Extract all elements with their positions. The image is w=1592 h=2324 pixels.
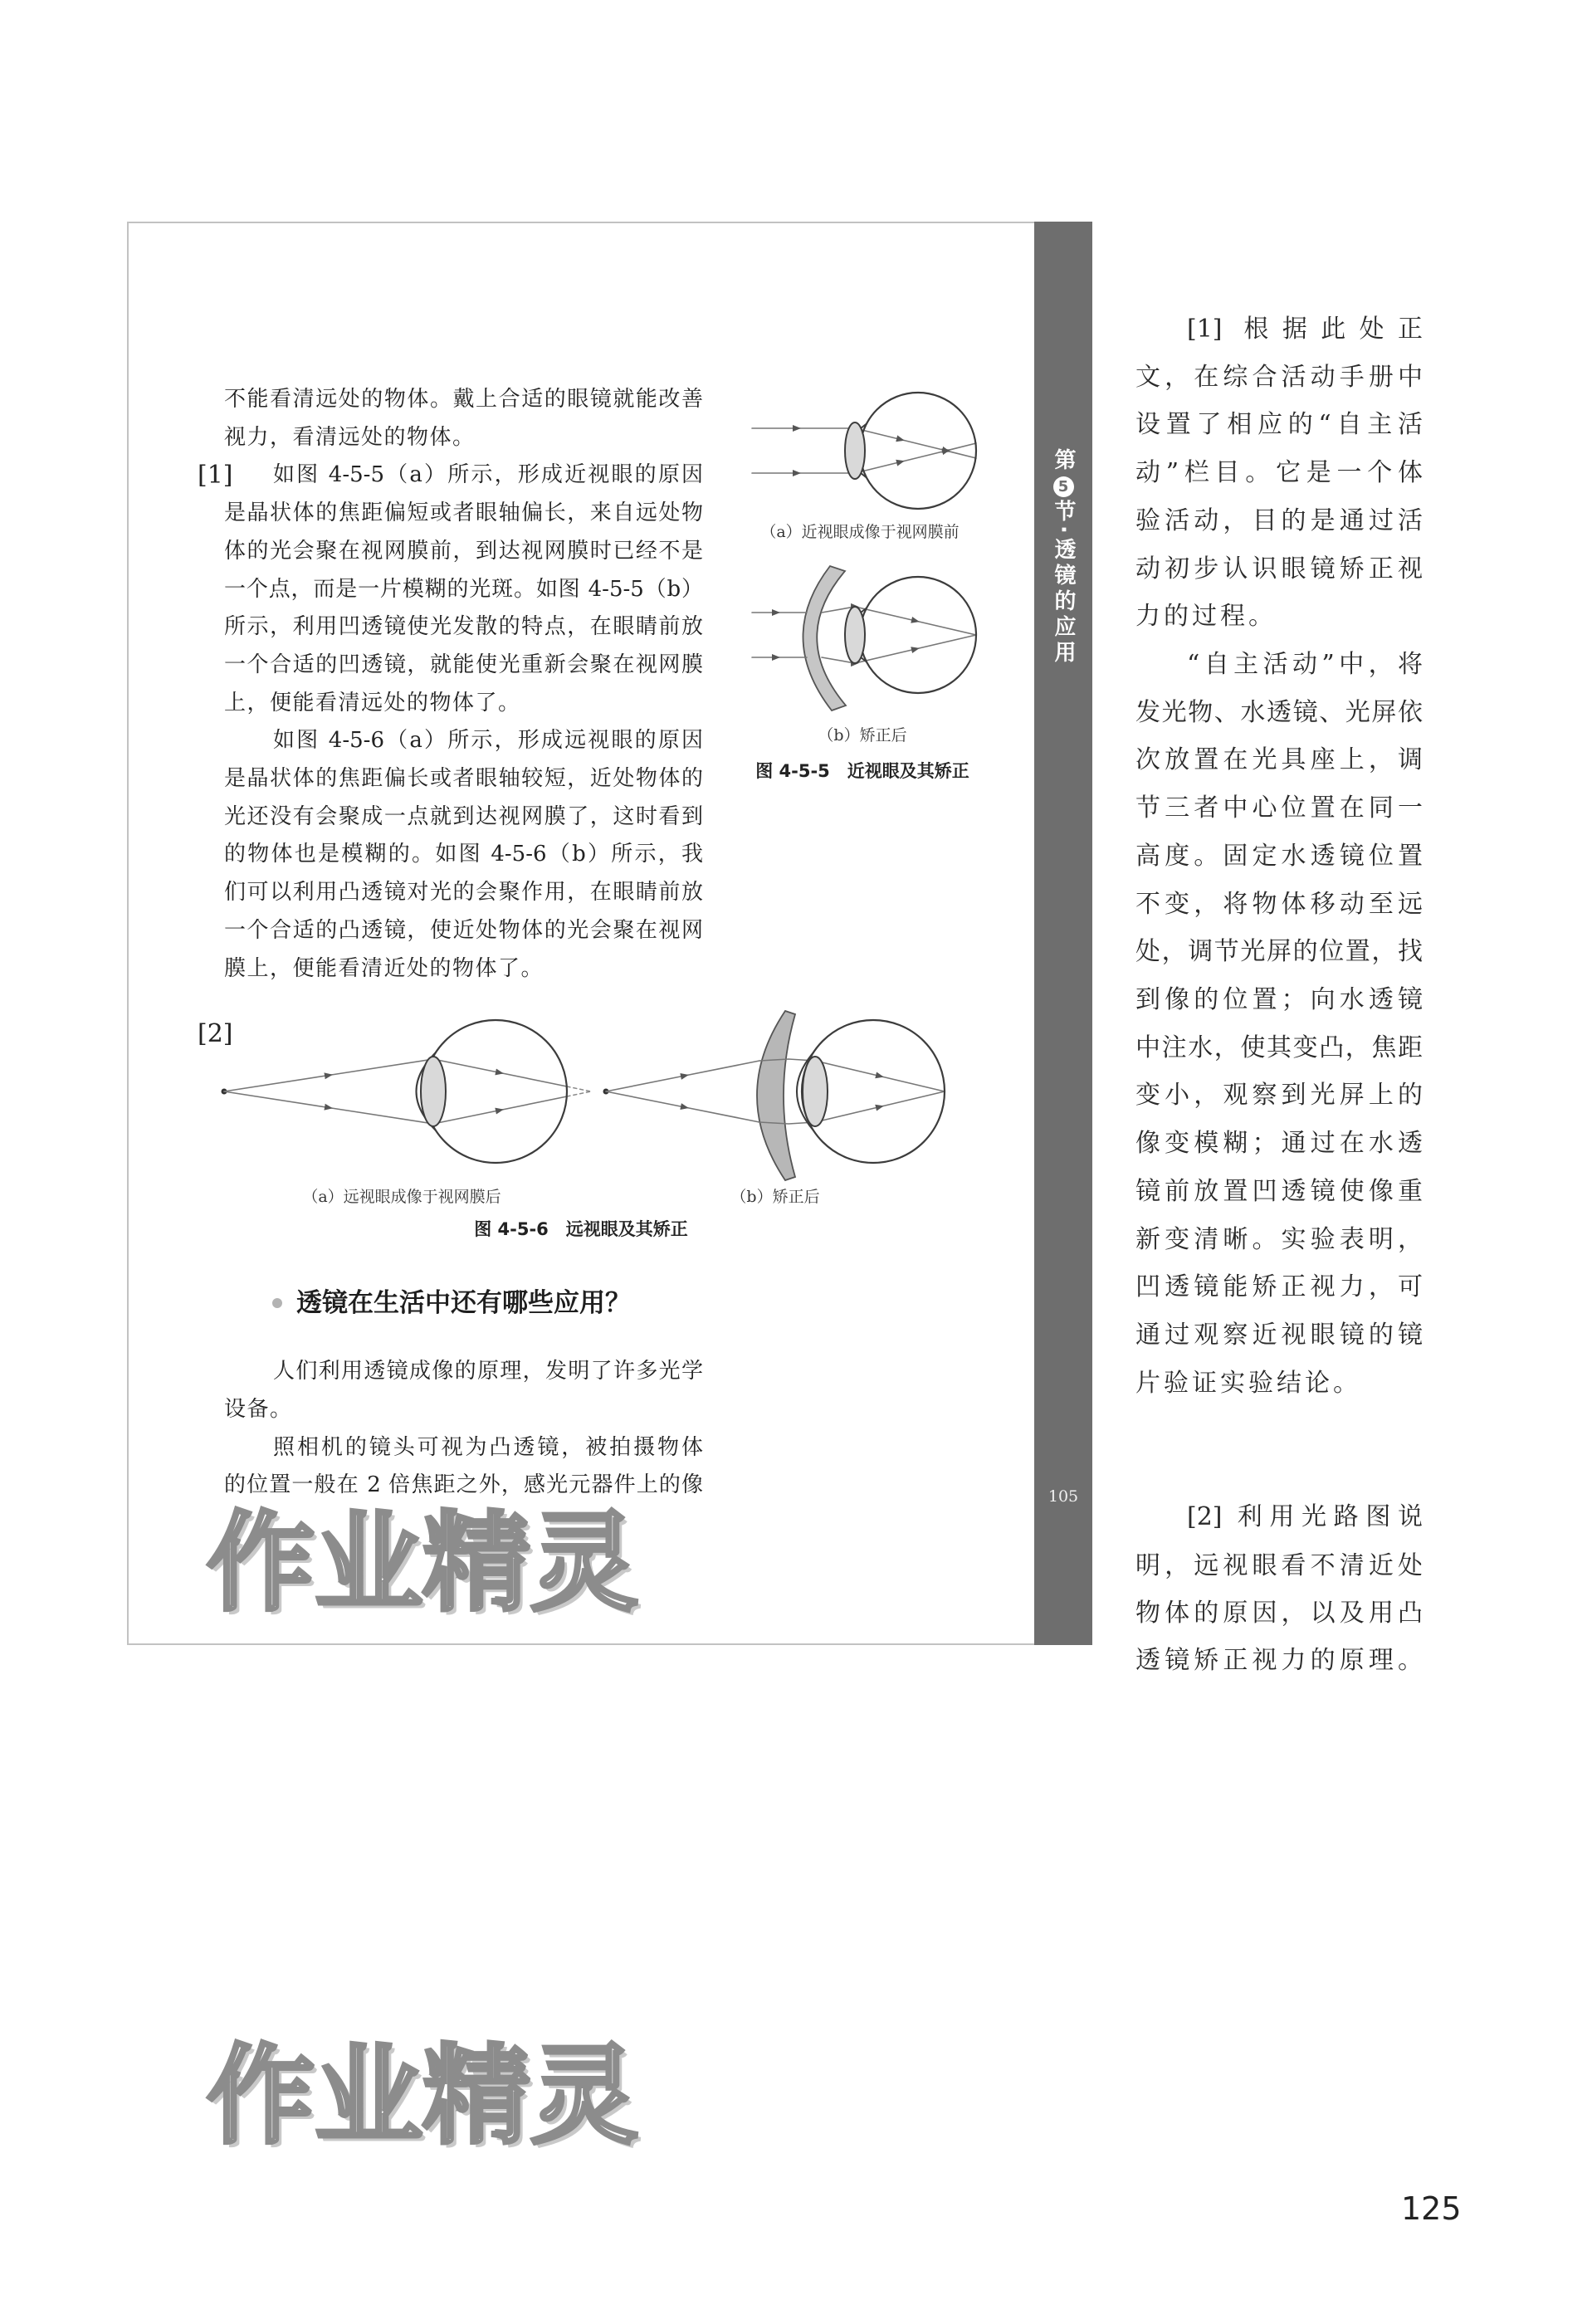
annotation-line: 中注水，使其变凸，焦距 — [1135, 1033, 1423, 1062]
convex-lens — [757, 1011, 795, 1180]
body-line: 是晶状体的焦距偏长或者眼轴较短，近处物体的 — [224, 766, 703, 791]
annotation-line: 发光物、水透镜、光屏依 — [1135, 698, 1423, 727]
body-line: 上，便能看清远处的物体了。 — [224, 691, 521, 715]
light-ray — [815, 1091, 945, 1122]
figure-4-5-6a-diagram — [222, 1020, 592, 1163]
annotation-line: [2] 利用光路图说 — [1187, 1502, 1423, 1531]
body-line: 一个合适的凹透镜，就能使光重新会聚在视网膜 — [224, 652, 703, 677]
figure-4-5-5a-caption: （a）近视眼成像于视网膜前 — [760, 523, 960, 541]
page-number: 125 — [1401, 2190, 1462, 2227]
body-line: 一个合适的凸透镜，使近处物体的光会聚在视网 — [224, 918, 703, 943]
annotation-line: 片验证实验结论。 — [1135, 1369, 1361, 1398]
crystalline-lens — [421, 1057, 446, 1126]
light-ray — [606, 1061, 759, 1091]
section-line: 设备。 — [224, 1397, 293, 1422]
annotation-line: 明，远视眼看不清近处 — [1135, 1551, 1423, 1580]
note-marker-2: [2] — [198, 1019, 233, 1048]
annotation-line: 物体的原因，以及用凸 — [1135, 1599, 1423, 1628]
section-heading: 透镜在生活中还有哪些应用？ — [296, 1288, 631, 1318]
annotation-line: 次放置在光具座上，调 — [1135, 745, 1423, 774]
chapter-suffix: 节 — [1051, 500, 1076, 525]
chapter-separator: · — [1051, 525, 1076, 538]
chapter-prefix: 第 — [1051, 448, 1076, 474]
body-line: 光还没有会聚成一点就到达视网膜了，这时看到 — [224, 804, 703, 829]
textbook-page-number: 105 — [1047, 1487, 1079, 1506]
annotation-line: 验活动，目的是通过活 — [1135, 506, 1423, 535]
body-line: 视力，看清远处的物体。 — [224, 425, 476, 450]
annotation-line: 镜前放置凹透镜使像重 — [1135, 1177, 1423, 1206]
section-line: 的位置一般在 2 倍焦距之外，感光元器件上的像 — [224, 1472, 703, 1497]
body-line: 所示，利用凹透镜使光发散的特点，在眼睛前放 — [224, 614, 703, 639]
figure-4-5-6-title: 图 4-5-6 远视眼及其矫正 — [474, 1219, 688, 1239]
light-ray — [433, 1096, 567, 1124]
body-line: 一个点，而是一片模糊的光斑。如图 4-5-5（b） — [224, 577, 703, 602]
figure-4-5-5a-diagram — [752, 393, 976, 509]
annotation-line: 设置了相应的“自主活 — [1135, 410, 1423, 439]
body-line: 如图 4-5-5（a）所示，形成近视眼的原因 — [273, 462, 703, 487]
annotation-line: 到像的位置；向水透镜 — [1135, 985, 1423, 1014]
body-line: 不能看清远处的物体。戴上合适的眼镜就能改善 — [224, 387, 703, 412]
figure-4-5-5b-caption: （b）矫正后 — [818, 726, 907, 745]
body-line: 如图 4-5-6（a）所示，形成远视眼的原因 — [273, 728, 703, 753]
body-line: 是晶状体的焦距偏短或者眼轴偏长，来自远处物 — [224, 500, 703, 525]
annotation-line: 透镜矫正视力的原理。 — [1135, 1646, 1423, 1675]
eyeball-outline — [860, 577, 976, 693]
section-line: 人们利用透镜成像的原理，发明了许多光学 — [273, 1359, 703, 1384]
annotation-line: 像变模糊；通过在水透 — [1135, 1129, 1423, 1158]
note-marker-1: [1] — [198, 461, 233, 490]
section-line: 照相机的镜头可视为凸透镜，被拍摄物体 — [273, 1435, 703, 1460]
figure-4-5-6b-diagram — [603, 1011, 945, 1180]
figure-4-5-6a-caption: （a）远视眼成像于视网膜后 — [302, 1188, 501, 1206]
light-ray — [224, 1059, 433, 1091]
crystalline-lens — [803, 1057, 828, 1126]
annotation-line: “自主活动”中，将 — [1187, 650, 1423, 679]
concave-lens — [803, 566, 846, 710]
annotation-line: 动”栏目。它是一个体 — [1135, 458, 1423, 487]
watermark: 作业精灵 — [207, 1500, 639, 1626]
light-ray — [606, 1091, 759, 1122]
annotation-line: 动初步认识眼镜矫正视 — [1135, 554, 1423, 583]
annotation-line: 高度。固定水透镜位置 — [1135, 842, 1423, 871]
annotation-line: 不变，将物体移动至远 — [1135, 890, 1423, 919]
section-title: 透镜的应用 — [1051, 537, 1076, 666]
light-ray — [224, 1091, 433, 1124]
annotation-line: 力的过程。 — [1135, 602, 1277, 631]
body-line: 的物体也是模糊的。如图 4-5-6（b）所示，我 — [224, 842, 703, 867]
light-ray — [855, 428, 976, 458]
chapter-number-badge: 5 — [1053, 476, 1074, 497]
extended-ray — [567, 1086, 591, 1096]
figure-4-5-5b-diagram — [752, 566, 976, 710]
eyeball-outline — [860, 393, 976, 509]
light-ray — [855, 443, 976, 473]
annotation-line: 处，调节光屏的位置，找 — [1135, 937, 1423, 966]
figure-4-5-6b-caption: （b）矫正后 — [730, 1188, 820, 1206]
watermark: 作业精灵 — [207, 2033, 639, 2159]
crystalline-lens — [845, 607, 865, 663]
body-line: 们可以利用凸透镜对光的会聚作用，在眼睛前放 — [224, 880, 703, 905]
body-line: 膜上，便能看清近处的物体了。 — [224, 956, 545, 981]
crystalline-lens — [845, 422, 865, 479]
annotation-line: 新变清晰。实验表明， — [1135, 1225, 1423, 1254]
light-ray — [815, 1061, 945, 1091]
body-line: 体的光会聚在视网膜前，到达视网膜时已经不是 — [224, 539, 703, 564]
light-ray — [433, 1059, 567, 1086]
annotation-line: 通过观察近视眼镜的镜 — [1135, 1321, 1423, 1350]
figure-4-5-5-title: 图 4-5-5 近视眼及其矫正 — [755, 761, 969, 781]
annotation-line: 凹透镜能矫正视力，可 — [1135, 1272, 1423, 1301]
annotation-line: 变小，观察到光屏上的 — [1135, 1081, 1423, 1110]
annotation-line: 文，在综合活动手册中 — [1135, 363, 1423, 392]
annotation-line: [1] 根据此处正 — [1187, 315, 1423, 344]
annotation-line: 节三者中心位置在同一 — [1135, 793, 1423, 823]
